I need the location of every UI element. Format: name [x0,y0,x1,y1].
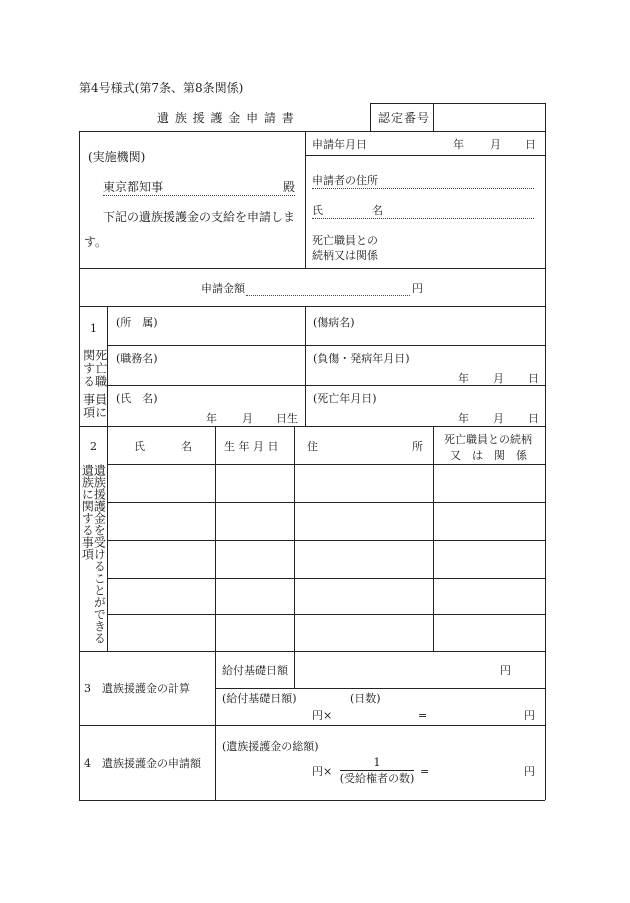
bereaved-row-3-relation[interactable] [437,544,541,574]
applicant-address-label: 申請者の住所 [312,174,378,187]
apply-date-day: 日 [525,138,536,151]
bereaved-row-2-name[interactable] [111,506,211,536]
death-day: 日 [528,412,539,425]
fraction-numerator: 1 [373,756,381,769]
cert-no-label: 認定番号 [378,111,431,125]
section2-num: 2 [90,440,97,453]
section2-title-b: 遺族に関する事項 [80,464,95,560]
header-name-1: 氏 [134,440,145,453]
applicant-address-field[interactable] [312,188,534,189]
relation-label-1: 死亡職員との [312,234,378,247]
bereaved-row-2-birth[interactable] [219,506,290,536]
header-address-2: 所 [412,440,423,453]
bereaved-row-4-name[interactable] [111,582,211,610]
onset-day: 日 [528,372,539,385]
section1-num: 1 [90,322,97,335]
fraction-denominator: (受給権者の数) [339,772,415,785]
section1-title-col4: 事項 [81,393,96,419]
applicant-name-label-1: 氏 [312,204,323,217]
form-title: 遺 族 援 護 金 申 請 書 [157,111,295,125]
amount-unit: 円 [412,282,423,295]
apply-date-label: 申請年月日 [312,138,367,151]
bereaved-row-3-name[interactable] [111,544,211,574]
bereaved-row-3-address[interactable] [298,544,429,574]
death-date-label: (死亡年月日) [313,392,377,405]
form-id: 第4号様式(第7条、第8条関係) [79,81,244,95]
header-relation-1: 死亡職員との続柄 [444,433,532,446]
onset-date-label: (負傷・発病年月日) [313,352,410,365]
position-label: (職務名) [116,352,158,365]
death-month: 月 [493,412,504,425]
section2-title-a: 遺族援護金を受けることができる [92,464,107,644]
total-label: (遺族援護金の総額) [222,740,319,753]
apply-date-month: 月 [490,138,501,151]
bereaved-row-5-address[interactable] [298,618,429,647]
apply-date-year: 年 [453,138,464,151]
applicant-name-field[interactable] [312,218,534,219]
relation-label-2: 続柄又は関係 [312,249,378,262]
bereaved-row-4-relation[interactable] [437,582,541,610]
bereaved-row-5-birth[interactable] [219,618,290,647]
request-line-2: す。 [84,235,108,249]
birth-day: 日生 [276,412,298,425]
bereaved-row-5-relation[interactable] [437,618,541,647]
section4-yen: 円 [524,765,535,778]
bereaved-row-5-name[interactable] [111,618,211,647]
section1-title-col3: 関する [81,349,96,388]
bereaved-row-4-birth[interactable] [219,582,290,610]
amount-label: 申請金額 [201,282,245,295]
bereaved-row-1-birth[interactable] [219,468,290,498]
formula-times: 円× [312,709,333,722]
honorific: 殿 [283,180,296,194]
amount-field[interactable] [246,295,410,296]
base-daily-unit: 円 [500,664,511,677]
bereaved-row-1-name[interactable] [111,468,211,498]
bereaved-row-4-address[interactable] [298,582,429,610]
injury-label: (傷病名) [313,316,355,329]
bereaved-row-2-address[interactable] [298,506,429,536]
header-address-1: 住 [307,440,318,453]
applicant-name-label-2: 名 [372,204,383,217]
section4-eq: = [420,765,430,778]
agency-label: (実施機関) [88,150,146,164]
section4-title: 4 遺族援護金の申請額 [84,757,201,770]
section3-title: 3 遺族援護金の計算 [84,682,190,695]
onset-year: 年 [458,372,469,385]
onset-month: 月 [493,372,504,385]
death-year: 年 [458,412,469,425]
bereaved-row-1-address[interactable] [298,468,429,498]
dept-label: (所 属) [116,316,158,329]
header-name-2: 名 [181,440,192,453]
bereaved-row-1-relation[interactable] [437,468,541,498]
section1-title-col1: 死亡職 [93,349,108,388]
section4-times: 円× [312,765,333,778]
deceased-name-label: (氏 名) [116,392,158,405]
fraction-bar [340,770,414,771]
formula-result-unit: 円 [524,709,535,722]
header-relation-2: 又 は 関 係 [450,449,527,462]
bereaved-row-3-birth[interactable] [219,544,290,574]
birth-year: 年 [206,412,217,425]
birth-month: 月 [242,412,253,425]
formula-eq: = [418,709,428,722]
formula-base-label: (給付基礎日額) [222,692,297,705]
header-birth: 生 年 月 日 [224,440,279,453]
request-line-1: 下記の遺族援護金の支給を申請しま [103,210,296,224]
addressee: 東京都知事 [103,180,164,194]
formula-days-label: (日数) [350,692,381,705]
section1-title-col2: 員に [93,393,108,419]
bereaved-row-2-relation[interactable] [437,506,541,536]
base-daily-label: 給付基礎日額 [222,664,288,677]
cert-no-value[interactable] [440,112,540,126]
